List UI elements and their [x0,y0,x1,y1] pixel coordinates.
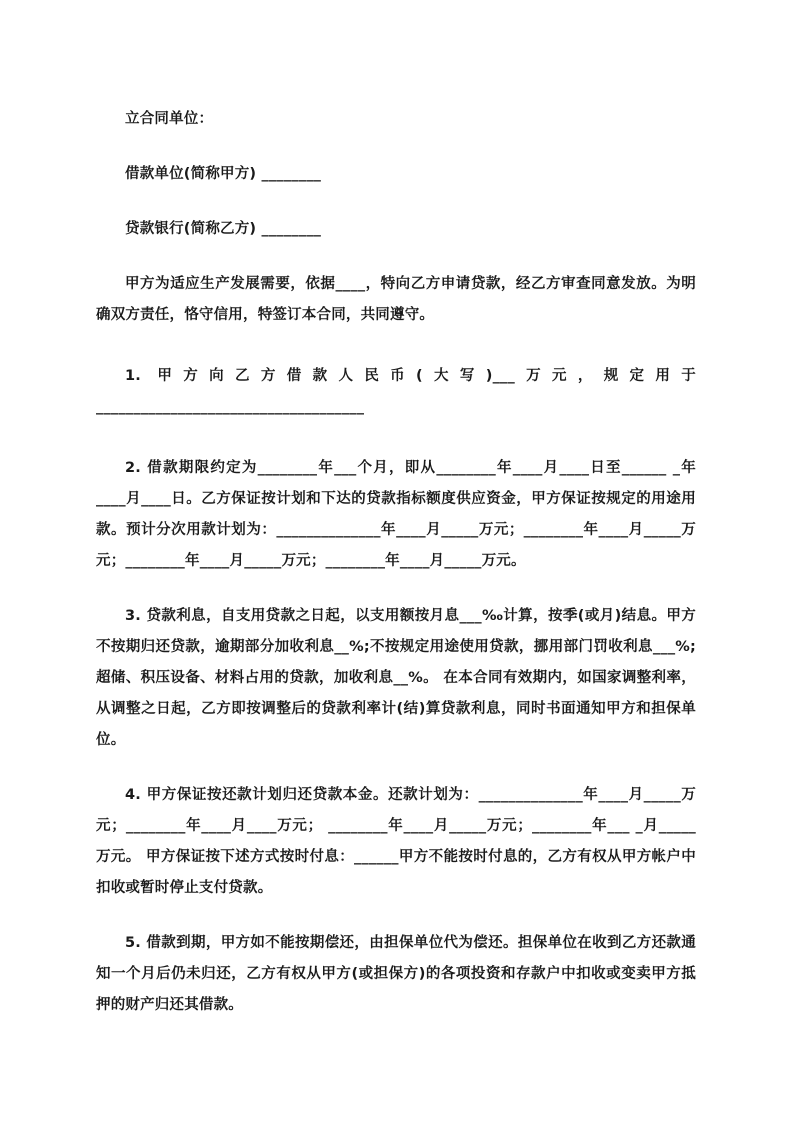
paragraph-preamble: 甲方为适应生产发展需要，依据____，特向乙方申请贷款，经乙方审查同意发放。为明确双方责任，恪守信用，特签订本合同，共同遵守。 [96,276,696,323]
paragraph-heading-parties: 立合同单位： [125,111,214,127]
paragraph-clause-1: 1. 甲方向乙方借款人民币(大写)___万元，规定用于 ____________________________________ [96,368,696,415]
spacer [96,443,696,453]
paragraph-clause-3: 3. 贷款利息，自支用贷款之日起，以支用额按月息___‰计算，按季(或月)结息。甲方不按期归还贷款，逾期部分加收利息__%;不按规定用途使用贷款，挪用部门罚收利息___%;超储、积压设备、材料占用的贷款，加收利息__%。 在本合同有效期内，如国家调整利率，从调整之日起，乙方即按调整后的贷款利率计(结)算贷款利息，同时书面通知甲方和担保单位。 [96,608,696,748]
document-body [96,104,696,1041]
spacer [96,351,696,361]
paragraph-clause-2: 2. 借款期限约定为________年___个月，即从________年____月____日至______ _年____月____日。乙方保证按计划和下达的贷款指标额度供应资金，甲方保证按规定的用途用款。预计分次用款计划为：______________年____月_____万元；________年____月_____万元；________年____月_____万元；________年____月_____万元。 [96,460,696,569]
paragraph-lender-line: 贷款银行(简称乙方) ________ [125,221,322,237]
paragraph-clause-5: 5. 借款到期，甲方如不能按期偿还，由担保单位代为偿还。担保单位在收到乙方还款通知一个月后仍未归还，乙方有权从甲方(或担保方)的各项投资和存款户中扣收或变卖甲方抵押的财产归还其借款。 [96,935,696,1013]
paragraph-clause-4: 4. 甲方保证按还款计划归还贷款本金。还款计划为：______________年____月_____万元；________年____月____万元； ________年____月_____万元；________年___ _月_____万元。 甲方保证按下述方式按时付息：______甲方不能按时付息的，乙方有权从甲方帐户中扣收或暂时停止支付贷款。 [96,787,696,896]
paragraph-borrower-line: 借款单位(简称甲方) ________ [125,166,322,182]
